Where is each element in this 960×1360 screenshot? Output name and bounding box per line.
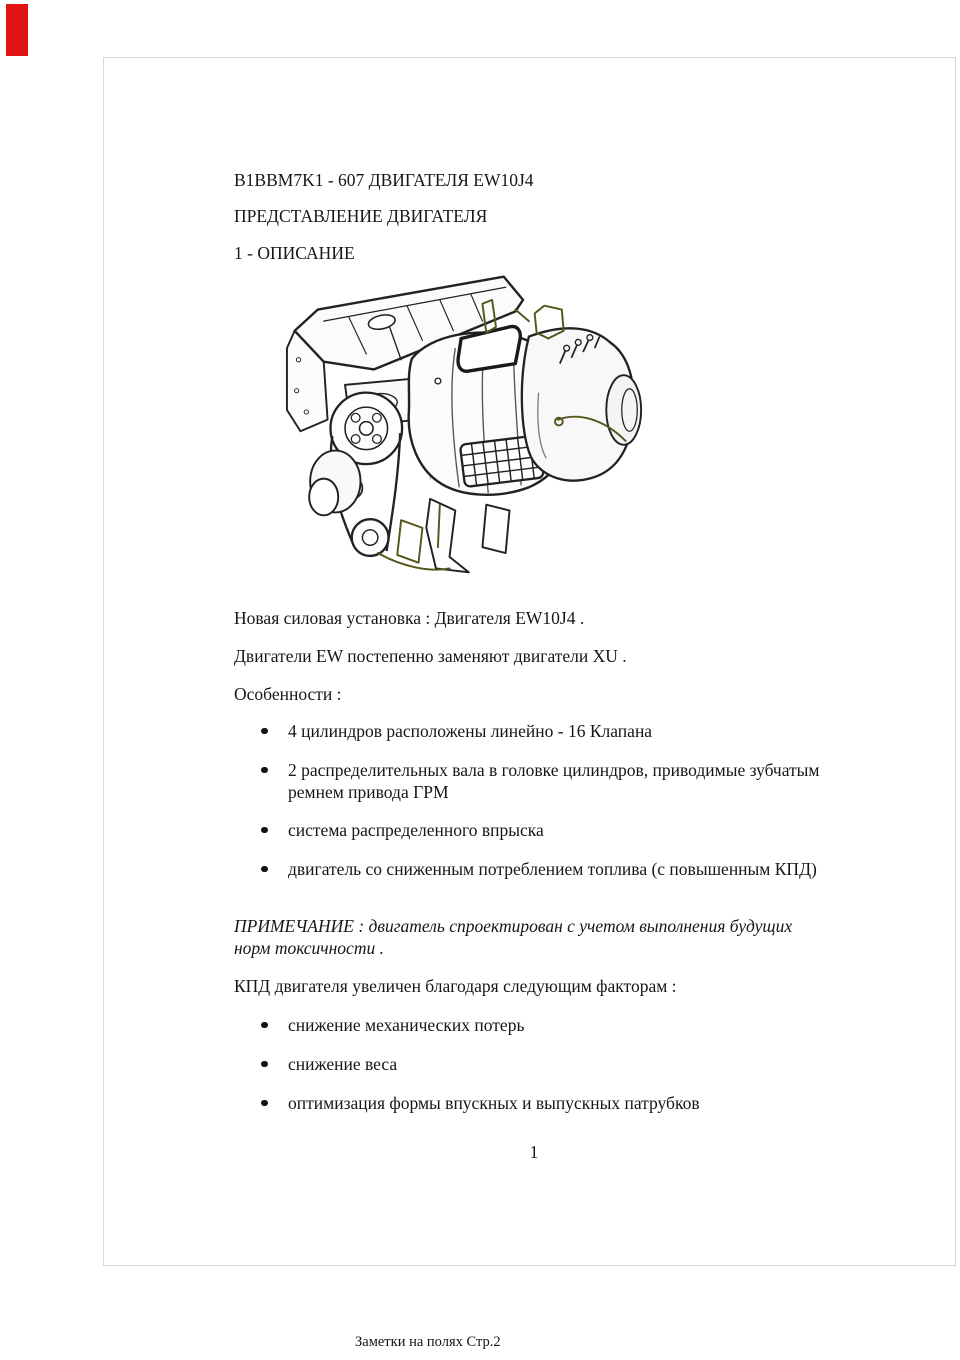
- efficiency-text: снижение веса: [288, 1054, 398, 1074]
- feature-text: система распределенного впрыска: [288, 820, 544, 840]
- intro-paragraph-1: Новая силовая установка : Двигателя EW10J4 .: [234, 608, 585, 628]
- feature-item: [234, 858, 848, 880]
- bullet-dot-icon: [261, 767, 268, 774]
- bullet-dot-icon: [261, 1100, 268, 1107]
- bullet-dot-icon: [261, 728, 268, 735]
- page-number: 1: [529, 1142, 539, 1162]
- red-corner-marker: [6, 4, 28, 56]
- doc-title: ПРЕДСТАВЛЕНИЕ ДВИГАТЕЛЯ: [234, 206, 488, 226]
- bullet-dot-icon: [261, 827, 268, 834]
- feature-item: [234, 759, 848, 803]
- doc-code-line: B1BBM7K1 - 607 ДВИГАТЕЛЯ EW10J4: [234, 170, 534, 190]
- efficiency-item: [234, 1053, 848, 1075]
- efficiency-text: оптимизация формы впускных и выпускных патрубков: [288, 1093, 700, 1113]
- feature-text: 2 распределительных вала в головке цилиндров, приводимые зубчатым ремнем привода ГРМ: [288, 760, 820, 802]
- bullet-dot-icon: [261, 866, 268, 873]
- feature-item: [234, 819, 848, 841]
- engine-illustration: [285, 267, 645, 582]
- note-paragraph: ПРИМЕЧАНИЕ : двигатель спроектирован с учетом выполнения будущих норм токсичности .: [234, 916, 793, 958]
- efficiency-item: [234, 1014, 848, 1036]
- document-page: [103, 57, 956, 1266]
- feature-text: 4 цилиндров расположены линейно - 16 Клапана: [288, 721, 653, 741]
- feature-item: [234, 720, 848, 742]
- bullet-dot-icon: [261, 1022, 268, 1029]
- features-label: Особенности :: [234, 684, 342, 704]
- feature-text: двигатель со сниженным потреблением топлива (с повышенным КПД): [288, 859, 817, 879]
- footer-note: Заметки на полях Стр.2: [355, 1334, 501, 1350]
- engine-line-drawing-icon: [285, 267, 645, 582]
- section-heading: 1 - ОПИСАНИЕ: [234, 243, 355, 263]
- bullet-dot-icon: [261, 1061, 268, 1068]
- intro-paragraph-2: Двигатели EW постепенно заменяют двигатели XU .: [234, 646, 627, 666]
- efficiency-text: снижение механических потерь: [288, 1015, 525, 1035]
- efficiency-item: [234, 1092, 848, 1114]
- efficiency-label: КПД двигателя увеличен благодаря следующим факторам :: [234, 976, 677, 996]
